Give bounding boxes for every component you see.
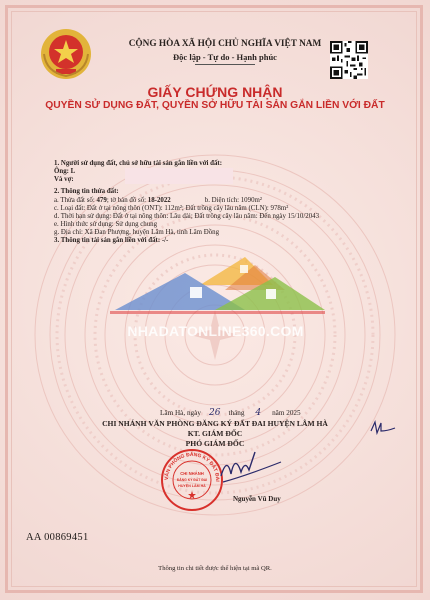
section-2-heading: 2. Thông tin thửa đất: xyxy=(54,188,119,196)
spouse-line: Và vợ: xyxy=(54,176,74,184)
national-emblem xyxy=(40,28,92,80)
map-number: 18-2022 xyxy=(147,196,171,204)
seal-line-2: ĐĂNG KÝ ĐẤT ĐAI xyxy=(176,478,208,482)
country-header: CỘNG HÒA XÃ HỘI CHỦ NGHĨA VIỆT NAM xyxy=(128,39,322,49)
motto-underline xyxy=(195,64,255,65)
issuing-office: CHI NHÁNH VĂN PHÒNG ĐĂNG KÝ ĐẤT ĐAI HUYỆN LÂM HÀ xyxy=(102,419,328,428)
serial-number: AA 00869451 xyxy=(26,532,89,543)
map-label: ; tờ bản đồ số: xyxy=(106,196,148,204)
date-day: 26 xyxy=(208,408,221,418)
qr-code[interactable] xyxy=(330,41,368,79)
seal-ring-text: VĂN PHÒNG ĐĂNG KÝ ĐẤT ĐAI xyxy=(163,451,221,482)
parcel-line xyxy=(54,197,384,205)
handwritten-signature xyxy=(215,446,285,490)
signatory-title: PHÓ GIÁM ĐỐC xyxy=(185,439,245,448)
land-type-line: c. Loại đất: Đất ở tại nông thôn (ONT): 112m²; Đất trồng cây lâu năm (CLN): 978m² xyxy=(54,204,289,212)
date-month: 4 xyxy=(255,408,262,418)
parcel-number: 479 xyxy=(96,196,107,204)
certificate-title: GIẤY CHỨNG NHẬN xyxy=(147,84,283,100)
section-3-heading: 3. Thông tin tài sản gắn liền với đất: -/- xyxy=(54,237,169,245)
watermark-logo xyxy=(95,255,335,365)
seal-line-1: CHI NHÁNH xyxy=(180,471,204,476)
redaction-box xyxy=(125,168,233,184)
initials-signature xyxy=(369,419,397,437)
qr-footer-note: Thông tin chi tiết được thể hiện tại mã QR. xyxy=(158,565,272,572)
term-line: d. Thời hạn sử dụng: Đất ở tại nông thôn: Lâu dài; Đất trồng cây lâu năm: Đến ngày 15/10/2043 xyxy=(54,212,320,220)
address-line: g. Địa chỉ: Xã Đan Phượng, huyện Lâm Hà, tỉnh Lâm Đồng xyxy=(54,229,220,237)
motto: Độc lập - Tự do - Hạnh phúc xyxy=(173,52,277,62)
parcel-label: a. Thửa đất số: xyxy=(54,196,97,204)
place-date: Lâm Hà, ngày 26 tháng 4 năm 2025 xyxy=(160,408,301,418)
section-1-heading: 1. Người sử dụng đất, chủ sở hữu tài sản gắn liền với đất: xyxy=(54,160,223,167)
signer-name: Nguyễn Vũ Duy xyxy=(233,495,281,503)
watermark-text: NHADATONLINE360.COM xyxy=(127,323,304,339)
signatory-role: KT. GIÁM ĐỐC xyxy=(187,429,243,438)
usage-form-line: e. Hình thức sử dụng: Sử dụng chung xyxy=(54,221,158,229)
seal-line-3: HUYỆN LÂM HÀ xyxy=(178,484,206,488)
certificate-subtitle: QUYỀN SỬ DỤNG ĐẤT, QUYỀN SỞ HỮU TÀI SẢN GẮN LIỀN VỚI ĐẤT xyxy=(45,100,385,111)
owner-name: Ông: L xyxy=(54,168,76,176)
area-text: b. Diện tích: 1090m² xyxy=(204,196,262,204)
